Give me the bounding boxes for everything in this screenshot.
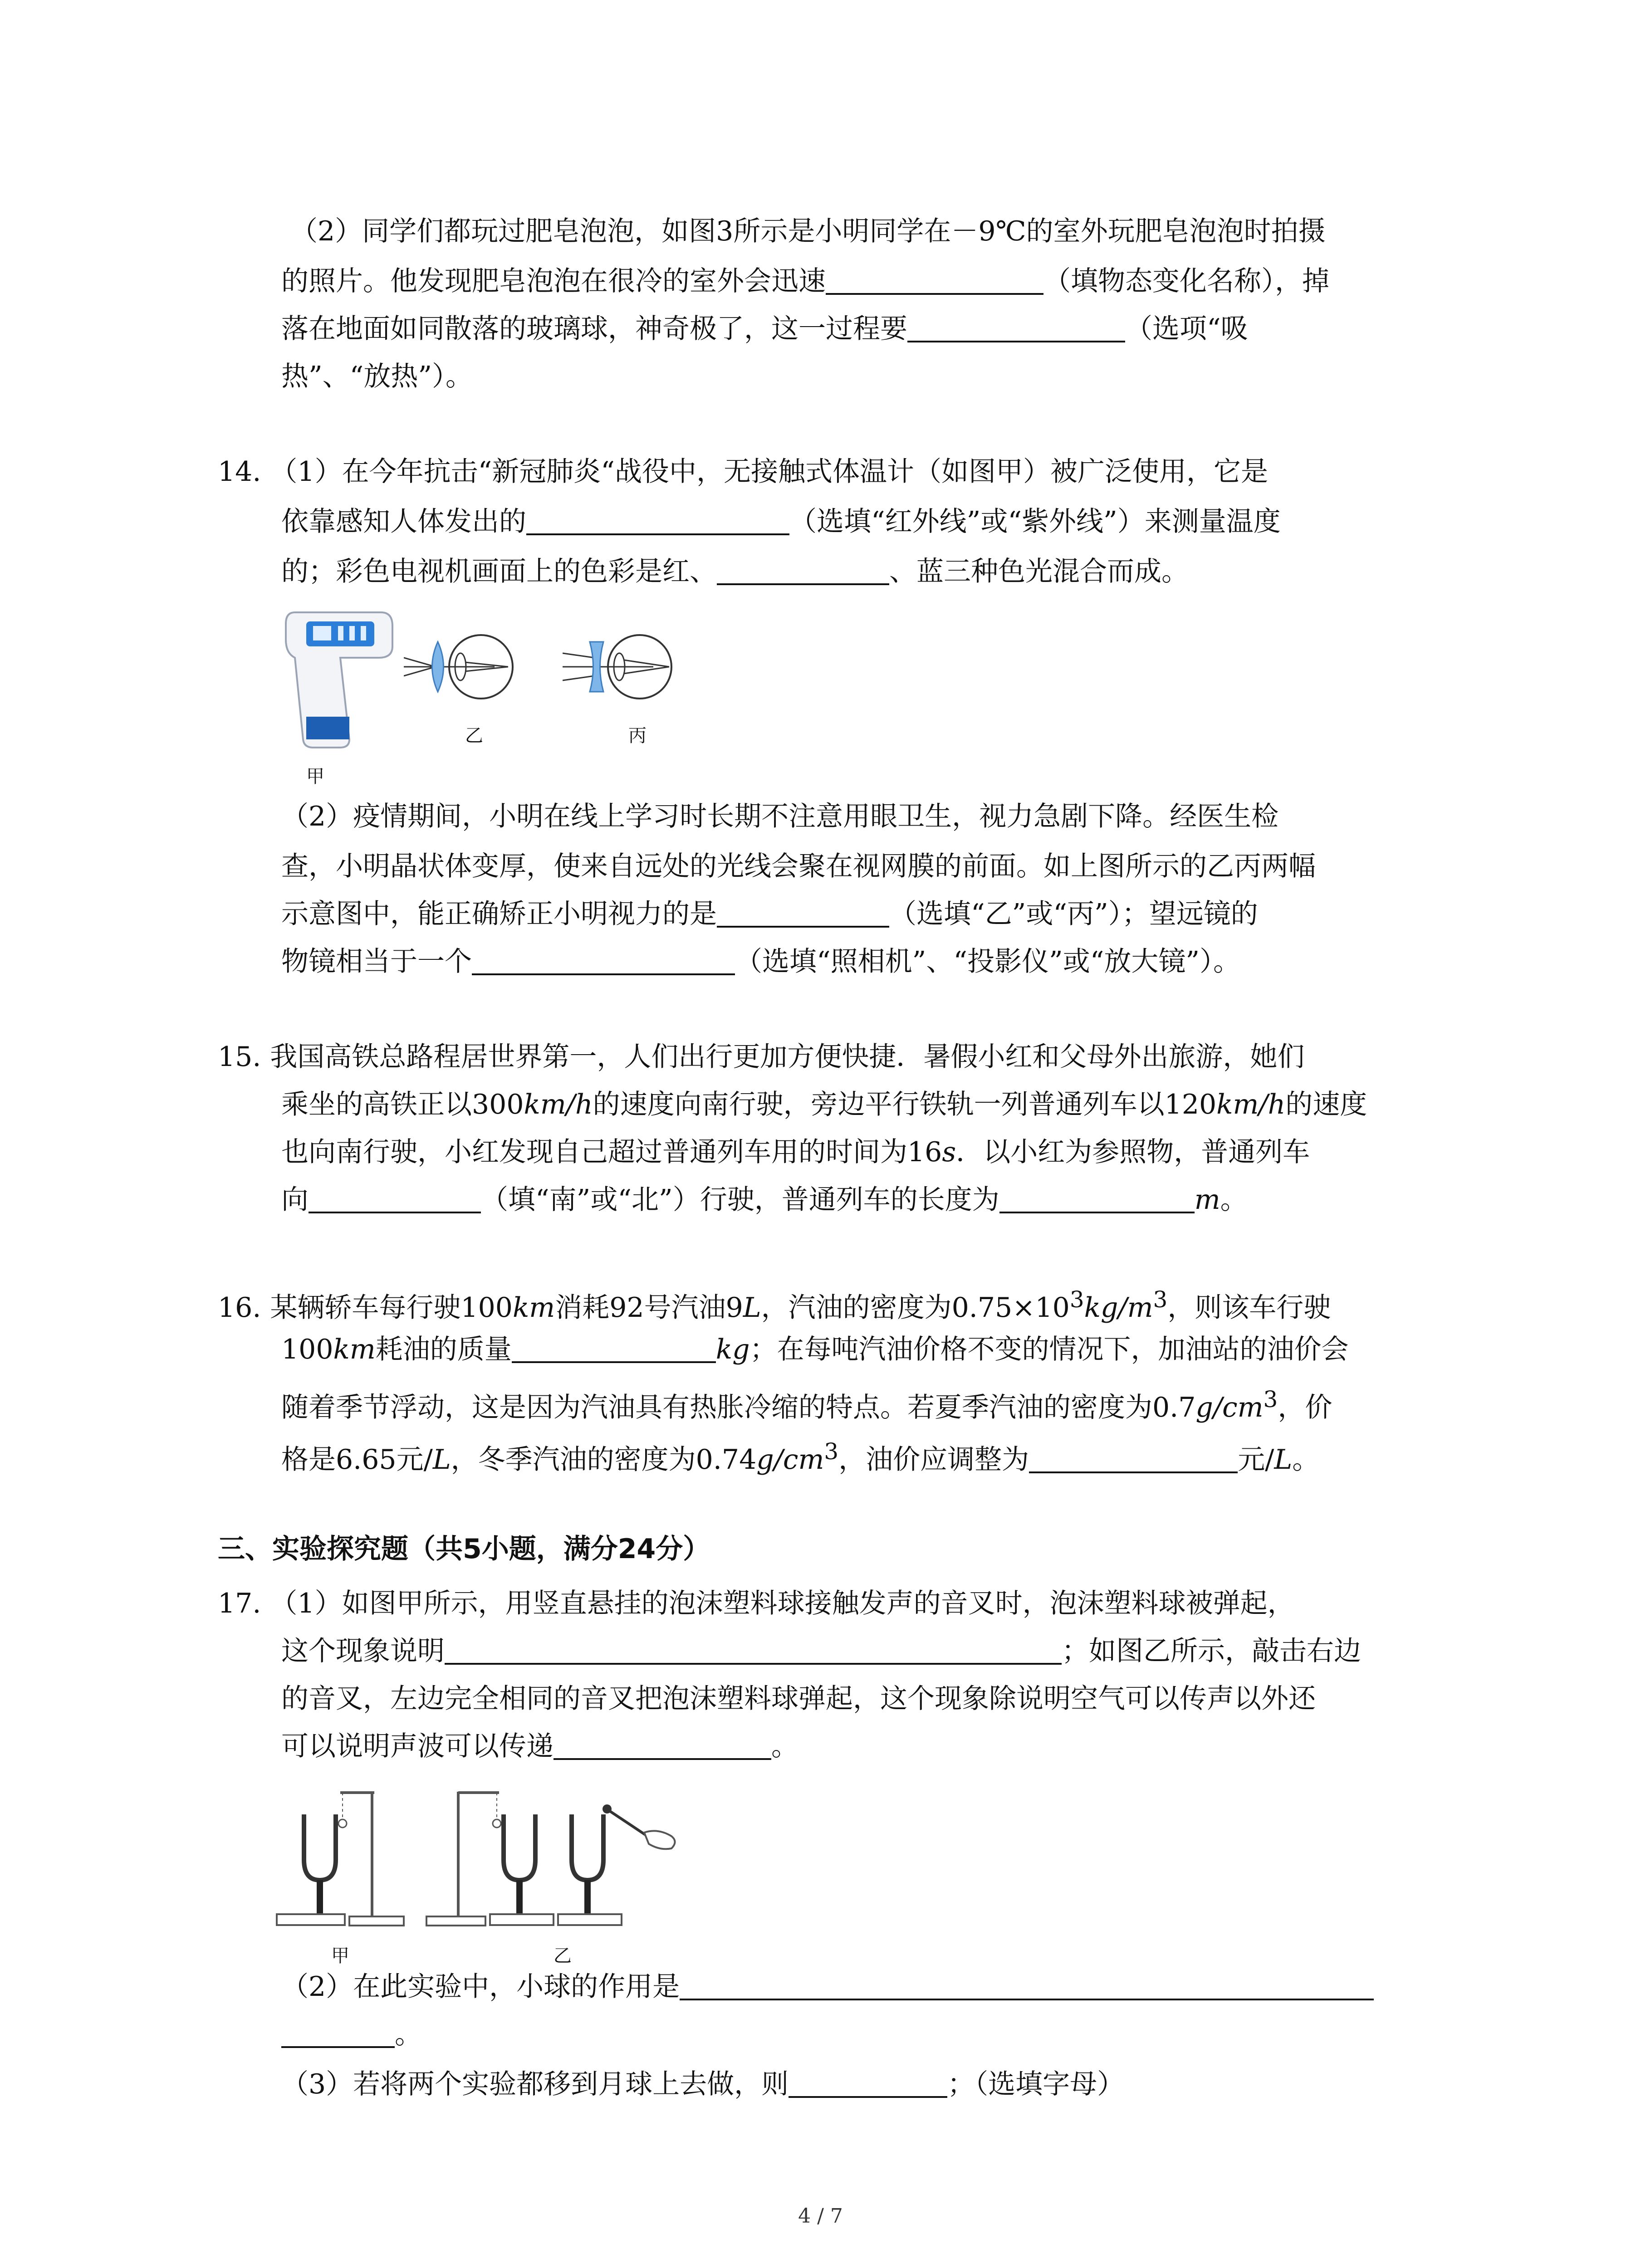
q14-part2-line3: 示意图中，能正确矫正小明视力的是 （选填“乙”或“丙”）；望远镜的 — [281, 898, 1258, 930]
q13-part2-line4: 热”、“放热”）。 — [281, 361, 473, 392]
q14-part2-line4: 物镜相当于一个 （选填“照相机”、“投影仪”或“放大镜”）。 — [281, 946, 1241, 978]
q17-part2-line1: （2）在此实验中，小球的作用是 — [281, 1969, 1374, 2005]
tuning-fork-figure-jia — [272, 1783, 408, 1937]
question-number: 14. — [218, 456, 261, 488]
answer-blank-direction[interactable] — [309, 1183, 481, 1213]
q17-line3: 的音叉，左边完全相同的音叉把泡沫塑料球弹起，这个现象除说明空气可以传声以外还 — [281, 1683, 1316, 1715]
answer-blank-color[interactable] — [717, 555, 889, 585]
answer-blank-ball-role-cont[interactable] — [281, 2018, 395, 2048]
figure-label-jia-17: 甲 — [331, 1945, 349, 1966]
q15-line3: 也向南行驶，小红发现自己超过普通列车用的时间为16s．以小红为参照物，普通列车 — [281, 1136, 1310, 1168]
q16-line4: 格是6.65元/L，冬季汽油的密度为$0.74g/cm^3$，油价应调整为 元/L。 — [281, 1438, 1320, 1476]
q13-part2-line3: 落在地面如同散落的玻璃球，神奇极了，这一过程要 （选项“吸 — [281, 313, 1248, 345]
figure-label-yi-17: 乙 — [554, 1945, 572, 1966]
q14-line2: 依靠感知人体发出的 （选填“红外线”或“紫外线”）来测量温度 — [281, 506, 1281, 538]
q14-line1: 14. （1）在今年抗击“新冠肺炎“战役中，无接触式体温计（如图甲）被广泛使用，它是 — [218, 456, 1268, 488]
figure-label-yi: 乙 — [465, 725, 483, 746]
answer-blank-price[interactable] — [1029, 1443, 1238, 1473]
answer-blank-state-change[interactable] — [826, 265, 1043, 295]
lens-diagram-yi — [404, 633, 522, 714]
q16-line3: 随着季节浮动，这是因为汽油具有热胀冷缩的特点。若夏季汽油的密度为$0.7g/cm^3$，价 — [281, 1386, 1332, 1423]
answer-blank-phenomenon[interactable] — [445, 1635, 1062, 1665]
q14-part2-line1: （2）疫情期间，小明在线上学习时长期不注意用眼卫生，视力急剧下降。经医生检 — [281, 801, 1279, 832]
q14-line3: 的；彩色电视机画面上的色彩是红、 、蓝三种色光混合而成。 — [281, 556, 1189, 587]
q14-part2-line2: 查，小明晶状体变厚，使来自远处的光线会聚在视网膜的前面。如上图所示的乙丙两幅 — [281, 850, 1316, 882]
answer-blank-energy[interactable] — [554, 1730, 771, 1760]
page-number: 4 / 7 — [798, 2204, 843, 2228]
q15-line4: 向 （填“南”或“北”）行驶，普通列车的长度为 m。 — [281, 1184, 1248, 1216]
answer-blank-train-length[interactable] — [999, 1183, 1195, 1213]
answer-blank-lens-choice[interactable] — [717, 898, 889, 928]
q17-part2-line2: 。 — [281, 2016, 422, 2053]
q17-part3-line1: （3）若将两个实验都移到月球上去做，则 ；（选填字母） — [281, 2068, 1125, 2100]
answer-blank-ray[interactable] — [526, 505, 789, 535]
question-number: 17. — [218, 1588, 261, 1619]
infrared-thermometer-figure — [281, 603, 399, 753]
q15-line1: 15. 我国高铁总路程居世界第一，人们出行更加方便快捷．暑假小红和父母外出旅游，她们 — [218, 1041, 1305, 1073]
answer-blank-mass[interactable] — [512, 1333, 716, 1363]
answer-blank-moon[interactable] — [789, 2068, 947, 2098]
q17-line4: 可以说明声波可以传递 。 — [281, 1730, 798, 1762]
question-number: 16. — [218, 1292, 261, 1324]
tuning-fork-figure-yi — [417, 1783, 699, 1937]
figure-label-bing: 丙 — [628, 725, 647, 746]
q13-part2-line1: （2）同学们都玩过肥皂泡泡，如图3所示是小明同学在－9℃的室外玩肥皂泡泡时拍摄 — [290, 215, 1326, 247]
answer-blank-objective[interactable] — [472, 945, 735, 975]
q16-line1: 16. 某辆轿车每行驶100km消耗92号汽油9L，汽油的密度为$0.75\times 10^3kg/m^3$，则该车行驶 — [218, 1286, 1331, 1324]
lens-diagram-bing — [563, 633, 681, 714]
q13-part2-line2: 的照片。他发现肥皂泡泡在很冷的室外会迅速 （填物态变化名称），掉 — [281, 265, 1329, 297]
question-number: 15. — [218, 1041, 261, 1073]
q15-line2: 乘坐的高铁正以300km/h的速度向南行驶，旁边平行铁轨一列普通列车以120km/h的速度 — [281, 1089, 1367, 1120]
section-heading: 三、实验探究题（共5小题，满分24分） — [218, 1533, 710, 1565]
q16-line2: 100km耗油的质量 kg；在每吨汽油价格不变的情况下，加油站的油价会 — [281, 1334, 1349, 1365]
answer-blank-ball-role[interactable] — [680, 1970, 1374, 2000]
q17-line1: 17. （1）如图甲所示，用竖直悬挂的泡沫塑料球接触发声的音叉时，泡沫塑料球被弹起， — [218, 1588, 1295, 1619]
answer-blank-heat[interactable] — [907, 313, 1125, 342]
figure-label-jia: 甲 — [306, 766, 324, 787]
q17-line2: 这个现象说明 ；如图乙所示，敲击右边 — [281, 1635, 1361, 1667]
